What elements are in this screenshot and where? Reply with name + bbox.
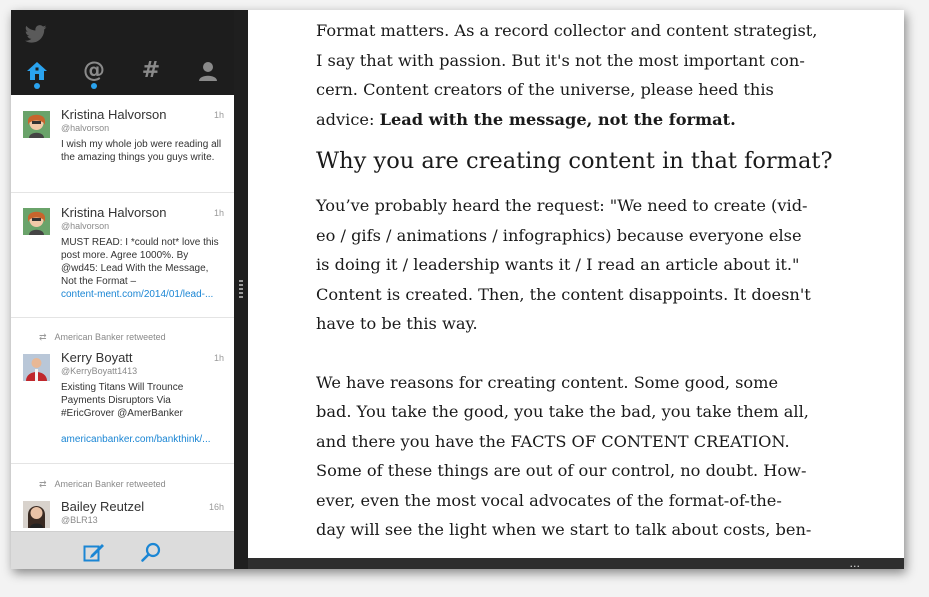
hashtag-icon: # (141, 58, 161, 83)
paragraph-2 (316, 191, 852, 339)
tweet-time: 1h (213, 110, 224, 120)
tweet-item[interactable] (11, 193, 234, 318)
text-line: advice: (316, 109, 380, 129)
avatar[interactable] (23, 354, 50, 381)
mentions-icon: @ (83, 58, 105, 83)
retweet-icon: ⇄ (39, 479, 47, 489)
avatar[interactable] (23, 501, 50, 528)
tweet-feed[interactable] (11, 95, 234, 531)
app-bar (248, 558, 904, 569)
text-line: cern. Content creators of the universe, please heed this (316, 80, 774, 99)
section-heading: Why you are creating content in that format? (316, 148, 833, 174)
retweet-icon: ⇄ (39, 332, 47, 342)
retweet-line (39, 332, 166, 343)
avatar[interactable] (23, 208, 50, 235)
tweet-text: I wish my whole job were reading all the amazing things you guys write. (61, 139, 222, 163)
tweet-item[interactable] (11, 95, 234, 193)
paragraph-3 (316, 368, 852, 545)
tweet-author[interactable]: Kerry Boyatt (61, 350, 133, 365)
text-line: bad. You take the good, you take the bad, you take them all, (316, 402, 809, 421)
text-line: and there you have the FACTS OF CONTENT CREATION. (316, 431, 790, 451)
tweet-author[interactable]: Bailey Reutzel (61, 499, 145, 514)
retweet-line (39, 479, 166, 490)
text-line: eo / gifs / animations / infographics) because everyone else (316, 225, 802, 245)
splitter-grip-icon[interactable] (239, 280, 243, 300)
text-line: day will see the light when we start to talk about costs, ben- (316, 520, 812, 539)
tweet-time: 1h (213, 208, 224, 218)
home-icon (26, 61, 48, 81)
twitter-header (11, 10, 234, 95)
reader-pane[interactable] (248, 10, 904, 558)
text-line: I say that with passion. But it's not the most important con- (316, 50, 805, 70)
tweet-link[interactable]: americanbanker.com/bankthink/... (61, 434, 211, 445)
person-icon (198, 61, 218, 81)
search-icon[interactable] (140, 541, 162, 563)
tweet-time: 1h (213, 353, 224, 363)
snap-splitter[interactable] (234, 10, 248, 569)
tweet-text: MUST READ: I *could not* love this post more. Agree 1000%. By @wd45: Lead With the Message, Not the Format – (61, 237, 219, 287)
nav-home[interactable] (24, 58, 50, 84)
tweet-item[interactable] (11, 464, 234, 531)
text-line: We have reasons for creating content. Some good, some (316, 372, 779, 392)
article-body (316, 16, 852, 545)
text-line: have to be this way. (316, 314, 478, 333)
nav-me[interactable] (195, 58, 221, 84)
tweet-author[interactable]: Kristina Halvorson (61, 205, 167, 220)
screen-frame (11, 10, 904, 569)
more-options-icon[interactable]: ... (849, 557, 860, 569)
text-line: You’ve probably heard the request: "We need to create (vid- (316, 196, 808, 215)
paragraph-1 (316, 16, 852, 134)
nav-discover[interactable] (138, 58, 164, 84)
text-line: Some of these things are out of our control, no doubt. How- (316, 461, 807, 480)
tweet-link[interactable]: content-ment.com/2014/01/lead-... (61, 289, 214, 300)
tweet-text: Existing Titans Will Trounce Payments Disruptors Via #EricGrover @AmerBanker (61, 382, 184, 419)
tweet-handle[interactable]: @KerryBoyatt1413 (61, 366, 138, 376)
unread-dot (91, 83, 97, 89)
nav-mentions[interactable] (81, 58, 107, 84)
tweet-handle[interactable]: @halvorson (61, 123, 110, 133)
twitter-bird-icon (25, 25, 47, 43)
tweet-time: 16h (208, 502, 224, 512)
text-line: ever, even the most vocal advocates of the format-of-the- (316, 490, 782, 510)
emphasis-text: Lead with the message, not the format. (379, 109, 736, 129)
retweeted-by: American Banker retweeted (54, 332, 166, 342)
unread-dot (34, 83, 40, 89)
tweet-handle[interactable]: @halvorson (61, 221, 110, 231)
tweet-handle[interactable]: @BLR13 (61, 515, 98, 525)
tweet-author[interactable]: Kristina Halvorson (61, 107, 167, 122)
avatar[interactable] (23, 111, 50, 138)
tweet-item[interactable] (11, 318, 234, 464)
compose-icon[interactable] (83, 541, 105, 563)
text-line: Format matters. As a record collector and content strategist, (316, 21, 818, 40)
text-line: Content is created. Then, the content disappoints. It doesn't (316, 284, 811, 304)
retweeted-by: American Banker retweeted (54, 479, 166, 489)
text-line: is doing it / leadership wants it / I read an article about it." (316, 255, 800, 274)
twitter-bottom-bar (11, 531, 234, 569)
twitter-pane (11, 10, 234, 569)
